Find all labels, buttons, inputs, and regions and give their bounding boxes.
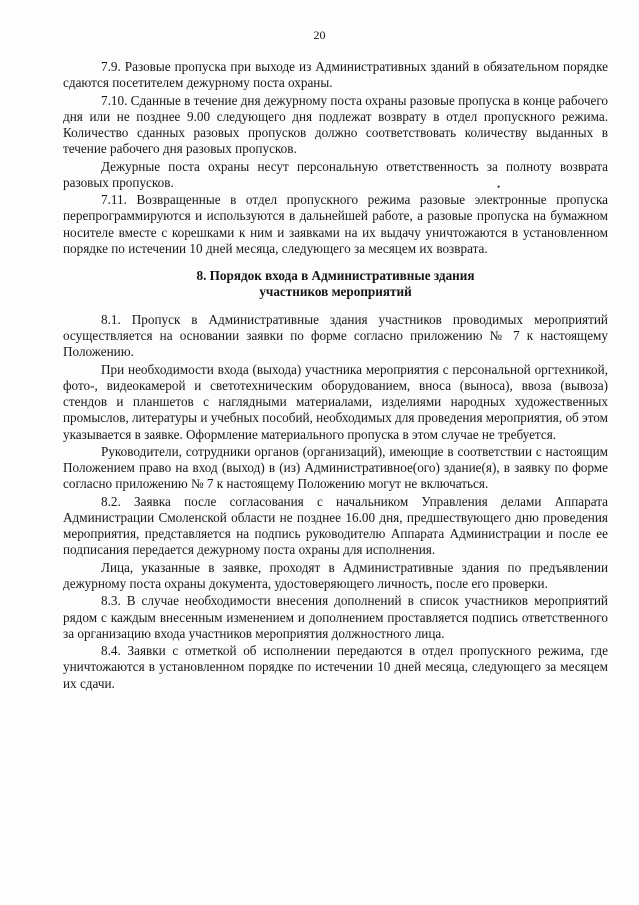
document-body — [63, 59, 608, 693]
scan-mark: • — [497, 182, 501, 192]
paragraph-8-4: 8.4. Заявки с отметкой об исполнении передаются в отдел пропускного режима, где уничтожаются в установленном порядке по истечении 10 дней месяца, следующего за месяцем их сдачи. — [63, 643, 608, 691]
paragraph-7-10: 7.10. Сданные в течение дня дежурному поста охраны разовые пропуска в конце рабочего дня или не позднее 9.00 следующего дня подлежат возврату в отдел пропускного режима. Количество сданных разовых пропусков должно соответствовать количеству выданных в течение рабочего дня разовых пропусков. — [63, 92, 608, 157]
page-number: 20 — [313, 28, 326, 42]
paragraph-8-3: 8.3. В случае необходимости внесения дополнений в список участников мероприятий рядом с каждым внесенным изменением и дополнением проставляется подпись ответственного за организацию входа участников мероприятия должностного лица. — [63, 593, 608, 641]
paragraph-7-9: 7.9. Разовые пропуска при выходе из Административных зданий в обязательном порядке сдаются посетителем дежурному поста охраны. — [63, 59, 608, 91]
section-heading-8 — [63, 268, 608, 300]
paragraph-equipment: При необходимости входа (выхода) участника мероприятия с персональной оргтехникой, фото-, видеокамерой и светотехническим оборудованием, вноса (выноса), ввоза (вывоза) стендов и планшетов с наглядными материалами, изделиями народных художественных промыслов, литературы и учебных пособий, необходимых для проведения мероприятия, об этом указывается в заявке. Оформление материального пропуска в этом случае не требуется. — [63, 361, 608, 442]
paragraph-guard-responsibility: Дежурные поста охраны несут персональную ответственность за полноту возврата разовых пропусков. — [63, 158, 608, 190]
paragraph-8-1: 8.1. Пропуск в Административные здания участников проводимых мероприятий осуществляется на основании заявки по форме согласно приложению № 7 к настоящему Положению. — [63, 312, 608, 360]
paragraph-7-11: 7.11. Возвращенные в отдел пропускного режима разовые электронные пропуска перепрограммируются и используются в дальнейшей работе, а разовые пропуска на бумажном носителе вместе с корешками к ним и заявками на их выдачу уничтожаются в установленном порядке по истечении 10 дней месяца, следующего за месяцем их возврата. — [63, 192, 608, 256]
paragraph-managers: Руководители, сотрудники органов (организаций), имеющие в соответствии с настоящим Положением право на вход (выход) в (из) Административное(ого) здание(я), в заявку по форме согласно приложению № 7 к настоящему Положению могут не включаться. — [63, 444, 608, 492]
paragraph-persons-in-request: Лица, указанные в заявке, проходят в Административные здания по предъявлении дежурному поста охраны документа, удостоверяющего личность, после его проверки. — [63, 559, 608, 591]
section-heading-line-1: 8. Порядок входа в Административные здания — [196, 268, 475, 283]
section-heading-line-2: участников мероприятий — [259, 284, 412, 299]
paragraph-8-2: 8.2. Заявка после согласования с начальником Управления делами Аппарата Администрации Смоленской области не позднее 16.00 дня, предшествующего дню проведения мероприятия, представляется на подпись руководителю Аппарата Администрации и после ее подписания передается дежурному поста охраны для исполнения. — [63, 493, 608, 558]
